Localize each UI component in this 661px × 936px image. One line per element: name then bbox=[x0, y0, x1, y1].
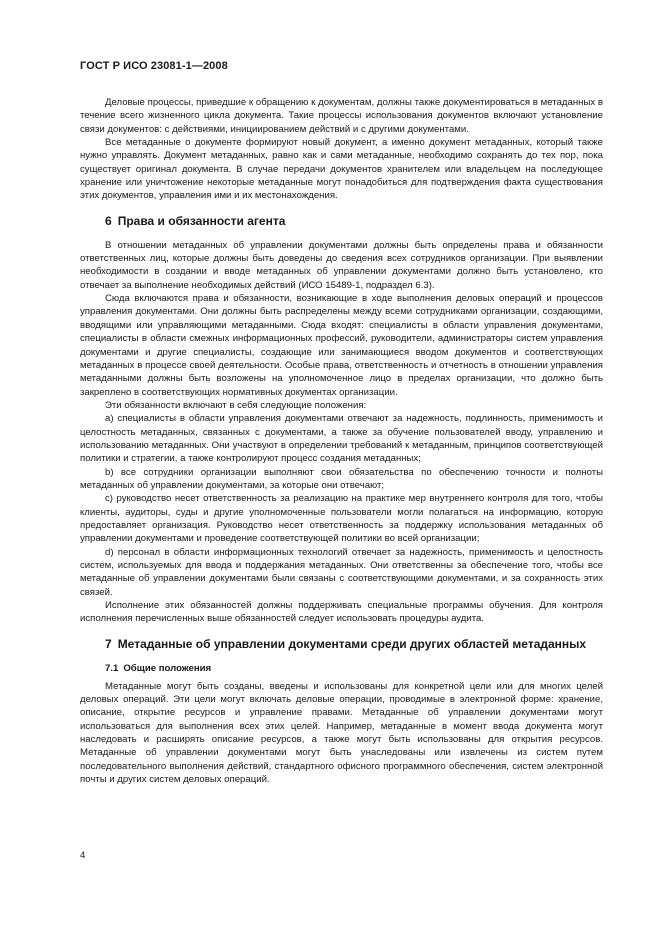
subsection-7-1-paragraph: Метаданные могут быть созданы, введены и использованы для конкретной цели или для многих целей деловых операций. Эти цели могут включать деловые операции, проводимые в электронной форме: хранение, описание, открытие ресурсов и управление правами. Метаданные об управлении документами могут использоваться для выполнения всех этих целей. Например, метаданные в момент ввода документа могут наследовать и расширять описание ресурсов, а также могут быть использованы для открытия ресурсов. Метаданные об управлении документами могут быть унаследованы или извлечены из систем путем последовательного выполнения действий, стандартного офисного программного обеспечения, систем электронной почты и других систем деловых операций. bbox=[80, 680, 603, 786]
list-item-c: c) руководство несет ответственность за реализацию на практике мер внутреннего контроля для того, чтобы клиенты, аудиторы, суды и другие уполномоченные пользователи могли полагаться на информацию, которую предоставляет организация. Руководство несет ответственность за поддержку использования метаданных об управлении документами и проведение соответствующей политики во всей организации; bbox=[80, 493, 603, 545]
document-header: ГОСТ Р ИСО 23081-1—2008 bbox=[80, 60, 228, 72]
section-6-paragraph: Эти обязанности включают в себя следующие положения: bbox=[105, 399, 367, 411]
section-7-heading bbox=[80, 637, 603, 652]
page-content bbox=[80, 96, 603, 786]
list-item-b: b) все сотрудники организации выполняют свои обязательства по обеспечению точности и полноты метаданных об управлении документами, за которые они отвечают; bbox=[80, 466, 603, 491]
section-6-paragraph: Сюда включаются права и обязанности, возникающие в ходе выполнения деловых операций и процессов управления документами. Они должны быть распределены между всеми сотрудниками организации, создающими, вводящими или управляющими метаданными. Сюда входят: специалисты в области управления документами, специалисты в области смежных информационных профессий, руководители, администраторы систем управления документами и другие специалисты, создающие или занимающиеся вводом документов и соответствующих метаданных в процессе своей деятельности. Особые права, ответственность и отчетность в отношении управления метаданными должны быть возложены на уполномоченное лицо в пределах организации, что должно быть закреплено в соответствующих нормативных документах организации. bbox=[80, 293, 603, 398]
section-number: 7 bbox=[105, 636, 112, 651]
intro-paragraph: Деловые процессы, приведшие к обращению к документам, должны также документироваться в метаданных в течение всего жизненного цикла документа. Такие процессы использования документов включают установление связи документов: с действиями, инициированием действий и с другими документами. bbox=[80, 97, 603, 135]
section-number: 6 bbox=[105, 213, 112, 228]
section-6-paragraph: В отношении метаданных об управлении документами должны быть определены права и обязанности ответственных лиц, которые должны быть доведены до сведения всех сотрудников организации. При выявлении необходимости в создании и вводе метаданных об управлении документами должно быть установлено, кто отвечает за выполнение необходимых действий (ИСО 15489-1, подраздел 6.3). bbox=[80, 239, 603, 291]
intro-paragraph: Все метаданные о документе формируют новый документ, а именно документ метаданных, который также нужно управлять. Документ метаданных, равно как и сами метаданные, необходимо сохранять до тех пор, пока существует оригинал документа. В случае передачи документов хранителем или владельцем на последующее хранение или уничтожение некоторые метаданные могут понадобиться для подтверждения факта существования этих документов, управления ими и их местонахождения. bbox=[80, 137, 603, 202]
section-6-heading bbox=[80, 214, 603, 229]
subsection-7-1-heading bbox=[80, 662, 603, 675]
subsection-title: Общие положения bbox=[123, 662, 212, 674]
list-item-d: d) персонал в области информационных технологий отвечает за надежность, применимость и целостность систем, используемых для ввода и поддержания метаданных. Они ответственны за обеспечение того, чтобы все метаданные об управлении документами были связаны с соответствующими документами, и за сохранность этих связей. bbox=[80, 546, 603, 598]
section-6-paragraph: Исполнение этих обязанностей должны поддерживать специальные программы обучения. Для контроля исполнения перечисленных выше обязанностей следует использовать процедуры аудита. bbox=[80, 600, 603, 625]
subsection-number: 7.1 bbox=[105, 662, 119, 674]
page-number: 4 bbox=[80, 850, 86, 861]
list-item-a: a) специалисты в области управления документами отвечают за надежность, подлинность, применимость и целостность метаданных, связанных с документами, а также за обучение пользователей вводу, управлению и использованию метаданных. Они участвуют в определении требований к метаданным, принципов соответствующей политики и стратегии, а также контролируют процесс создания метаданных; bbox=[80, 413, 603, 465]
section-title: Права и обязанности агента bbox=[117, 213, 286, 228]
section-title: Метаданные об управлении документами среди других областей метаданных bbox=[117, 636, 587, 651]
